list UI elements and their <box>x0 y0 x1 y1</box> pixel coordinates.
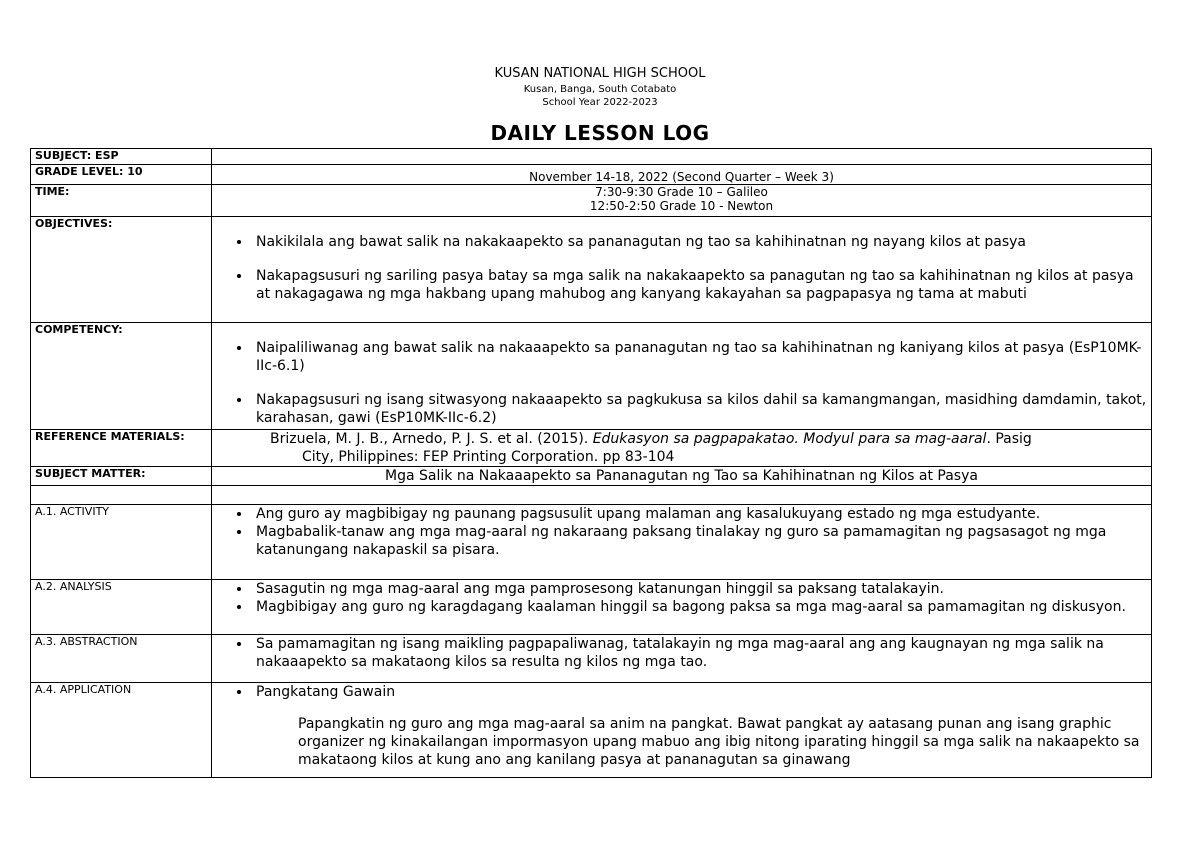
row-label-competency: COMPETENCY: <box>31 323 212 430</box>
time-line-1: 7:30-9:30 Grade 10 – Galileo <box>595 185 768 199</box>
table-row <box>31 580 1152 635</box>
list-item: • Ang guro ay magbibigay ng paunang pagsusulit upang malaman ang kasalukuyang estado ng mga estudyante. <box>252 505 1147 523</box>
list-item: • Pangkatang Gawain <box>252 683 1147 701</box>
reference-place: . Pasig <box>986 431 1032 447</box>
row-value-date: November 14-18, 2022 (Second Quarter – Week 3) <box>212 165 1152 185</box>
row-label-activity: A.1. ACTIVITY <box>31 505 212 580</box>
row-label-subject-matter: SUBJECT MATTER: <box>31 467 212 486</box>
list-item: • Nakapagsusuri ng sariling pasya batay sa mga salik na nakakaapekto sa panagutan ng tao sa kahihinatnan ng kilos at pasya at nakagagawa ng mga hakbang upang mahubog ang kanyang kakayahan sa pagpapasya ng tama at mabuti <box>252 267 1147 303</box>
reference-publisher: City, Philippines: FEP Printing Corporation. pp 83-104 <box>302 449 675 465</box>
row-label-application: A.4. APPLICATION <box>31 683 212 778</box>
row-label-grade: GRADE LEVEL: 10 <box>31 165 212 185</box>
lesson-log-table <box>30 148 1152 778</box>
row-label-subject: SUBJECT: ESP <box>31 149 212 165</box>
reference-book-title: Edukasyon sa pagpapakatao. Modyul para sa mag-aaral <box>592 431 987 447</box>
analysis-list <box>216 580 1147 616</box>
reference-citation <box>212 430 1152 467</box>
list-item: • Nakapagsusuri ng isang sitwasyong nakaaapekto sa pagkukusa sa kilos dahil sa kamangmangan, masidhing damdamin, takot, karahasan, gawi (EsP10MK-IIc-6.2) <box>252 391 1147 427</box>
analysis-cell <box>212 580 1152 635</box>
activity-cell <box>212 505 1152 580</box>
activity-list <box>216 505 1147 559</box>
list-item: • Sa pamamagitan ng isang maikling pagpapaliwanag, tatalakayin ng mga mag-aaral ang ang kaugnayan ng mga salik na nakaaapekto sa makataong kilos sa resulta ng kilos ng mga tao. <box>252 635 1147 671</box>
table-row <box>31 165 1152 185</box>
list-item: • Magbabalik-tanaw ang mga mag-aaral ng nakaraang paksang tinalakay ng guro sa pamamagitan ng pagsasagot ng mga katanungang nakapaskil sa pisara. <box>252 523 1147 559</box>
objectives-cell <box>212 217 1152 323</box>
list-item: • Nakikilala ang bawat salik na nakakaapekto sa pananagutan ng tao sa kahihinatnan ng nayang kilos at pasya <box>252 233 1147 251</box>
competency-cell <box>212 323 1152 430</box>
row-label-abstraction: A.3. ABSTRACTION <box>31 635 212 683</box>
table-row <box>31 683 1152 778</box>
empty-cell <box>212 486 1152 505</box>
objectives-list <box>216 233 1147 303</box>
row-label-objectives: OBJECTIVES: <box>31 217 212 323</box>
school-year: School Year 2022-2023 <box>542 97 658 108</box>
time-line-2: 12:50-2:50 Grade 10 - Newton <box>589 199 774 213</box>
empty-cell <box>31 486 212 505</box>
list-item: • Magbibigay ang guro ng karagdagang kaalaman hinggil sa bagong paksa sa mga mag-aaral sa pamamagitan ng diskusyon. <box>252 598 1147 616</box>
table-row <box>31 149 1152 165</box>
list-item: • Sasagutin ng mga mag-aaral ang mga pamprosesong katanungan hinggil sa paksang tatalakayin. <box>252 580 1147 598</box>
table-row <box>31 486 1152 505</box>
application-cell <box>212 683 1152 778</box>
row-label-time: TIME: <box>31 185 212 217</box>
abstraction-cell <box>212 635 1152 683</box>
competency-list <box>216 339 1147 427</box>
table-row <box>31 217 1152 323</box>
school-name: KUSAN NATIONAL HIGH SCHOOL <box>494 66 706 81</box>
row-value-subject <box>212 149 1152 165</box>
abstraction-list <box>216 635 1147 671</box>
application-list <box>216 683 1147 701</box>
row-label-reference: REFERENCE MATERIALS: <box>31 430 212 467</box>
table-row <box>31 430 1152 467</box>
table-row <box>31 323 1152 430</box>
document-title: DAILY LESSON LOG <box>490 121 710 145</box>
row-value-time <box>212 185 1152 217</box>
reference-authors: Brizuela, M. J. B., Arnedo, P. J. S. et al. (2015). <box>270 431 593 447</box>
table-row <box>31 185 1152 217</box>
row-label-analysis: A.2. ANALYSIS <box>31 580 212 635</box>
table-row <box>31 467 1152 486</box>
table-row <box>31 505 1152 580</box>
school-address: Kusan, Banga, South Cotabato <box>523 84 677 95</box>
application-paragraph: Papangkatin ng guro ang mga mag-aaral sa anim na pangkat. Bawat pangkat ay aatasang punan ang isang graphic organizer ng kinakailangan impormasyon upang mabuo ang ibig nitong iparating hinggil sa mga salik na nakaapekto sa makataong kilos at kung ano ang kanilang pasya at pananagutan sa ginawang <box>298 716 1140 768</box>
subject-matter-value: Mga Salik na Nakaaapekto sa Pananagutan ng Tao sa Kahihinatnan ng Kilos at Pasya <box>212 467 1152 486</box>
table-row <box>31 635 1152 683</box>
list-item: • Naipaliliwanag ang bawat salik na nakaaapekto sa pananagutan ng tao sa kahihinatnan ng kaniyang kilos at pasya (EsP10MK-IIc-6.1) <box>252 339 1147 375</box>
